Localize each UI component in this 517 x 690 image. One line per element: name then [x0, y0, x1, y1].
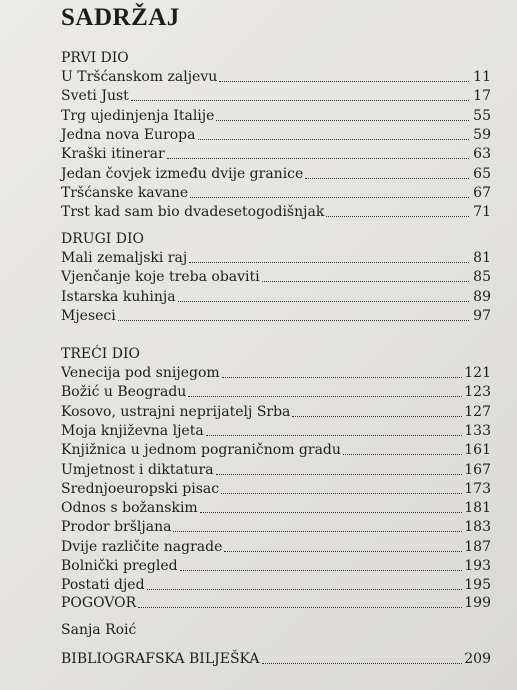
entry-page-number: 89: [473, 288, 491, 305]
toc-entry: [61, 383, 491, 401]
entry-page-number: 67: [473, 184, 491, 201]
dot-leader: [167, 158, 469, 159]
entry-title: Kosovo, ustrajni neprijatelj Srba: [61, 403, 291, 420]
dot-leader: [219, 81, 469, 82]
toc-entry: [61, 184, 491, 202]
entry-page-number: 181: [464, 500, 491, 517]
toc-entry: [61, 288, 491, 306]
entry-page-number: 11: [473, 69, 491, 85]
entry-title: BIBLIOGRAFSKA BILJEŠKA: [61, 651, 260, 667]
entry-title: Jedan čovjek između dvije granice: [61, 165, 304, 182]
entry-page-number: 209: [464, 651, 491, 667]
dot-leader: [224, 551, 462, 552]
entry-page-number: 123: [464, 384, 491, 401]
entry-page-number: 161: [464, 442, 491, 459]
toc-entry: [61, 87, 491, 105]
entry-title: Postati djed: [61, 577, 145, 594]
entry-page-number: 173: [464, 480, 491, 497]
dot-leader: [305, 178, 469, 179]
dot-leader: [138, 607, 462, 608]
entry-title: Trst kad sam bio dvadesetogodišnjak: [61, 204, 325, 221]
entry-page-number: 121: [464, 365, 491, 381]
entry-title: Odnos s božanskim: [61, 500, 198, 517]
entry-title: Umjetnost i diktatura: [61, 461, 214, 478]
entry-page-number: 59: [473, 126, 491, 143]
toc-entry: [61, 480, 491, 498]
entry-title: Kraški itinerar: [61, 146, 165, 163]
entry-title: Mjeseci: [61, 307, 116, 324]
section-heading-part-two: DRUGI DIO: [61, 231, 144, 247]
entry-page-number: 97: [473, 307, 491, 324]
entry-page-number: 85: [473, 269, 491, 286]
bibliography-entry: [61, 650, 491, 668]
afterword-entry: [61, 594, 491, 612]
entry-title: Istarska kuhinja: [61, 288, 176, 305]
dot-leader: [198, 139, 470, 140]
entry-page-number: 17: [473, 88, 491, 105]
entry-page-number: 81: [473, 250, 491, 266]
entry-title: Srednjoeuropski pisac: [61, 480, 220, 497]
entry-page-number: 71: [473, 204, 491, 221]
toc-entry: [61, 557, 491, 575]
toc-entry: [61, 249, 491, 267]
toc-entry: [61, 145, 491, 163]
dot-leader: [178, 301, 469, 302]
toc-entry: [61, 126, 491, 144]
entry-title: Jedna nova Europa: [61, 126, 196, 143]
page-title: SADRŽAJ: [61, 4, 180, 31]
dot-leader: [147, 589, 463, 590]
entry-page-number: 55: [473, 107, 491, 124]
toc-entry: [61, 268, 491, 286]
dot-leader: [216, 474, 463, 475]
entry-page-number: 195: [464, 577, 491, 594]
entry-title: Dvije različite nagrade: [61, 538, 223, 555]
dot-leader: [222, 377, 463, 378]
dot-leader: [180, 570, 463, 571]
dot-leader: [131, 100, 469, 101]
entry-title: Trg ujedinjenja Italije: [61, 107, 215, 124]
entry-title: Božić u Beogradu: [61, 384, 187, 401]
dot-leader: [188, 396, 462, 397]
toc-entry: [61, 576, 491, 594]
entry-page-number: 187: [464, 538, 491, 555]
dot-leader: [262, 663, 463, 664]
entry-title: U Tršćanskom zaljevu: [61, 69, 218, 85]
dot-leader: [343, 454, 462, 455]
toc-entry: [61, 499, 491, 517]
toc-entry: [61, 518, 491, 536]
toc-entry: [61, 107, 491, 125]
entry-page-number: 127: [464, 403, 491, 420]
entry-title: Mali zemaljski raj: [61, 250, 188, 266]
toc-entry: [61, 203, 491, 221]
entry-page-number: 133: [464, 422, 491, 439]
entry-page-number: 167: [464, 461, 491, 478]
toc-entry: [61, 441, 491, 459]
entry-page-number: 183: [464, 519, 491, 536]
dot-leader: [206, 435, 463, 436]
toc-entry: [61, 364, 491, 382]
toc-entry: [61, 422, 491, 440]
entry-title: Prodor bršljana: [61, 519, 172, 536]
section-heading-part-three: TREĆI DIO: [61, 346, 141, 362]
afterword-author: Sanja Roić: [61, 622, 137, 638]
entry-title: Moja književna ljeta: [61, 422, 204, 439]
entry-title: Venecija pod snijegom: [61, 365, 220, 381]
toc-entry: [61, 68, 491, 86]
entry-title: Sveti Just: [61, 88, 129, 105]
dot-leader: [190, 197, 469, 198]
entry-title: POGOVOR: [61, 595, 137, 611]
entry-page-number: 63: [473, 146, 491, 163]
toc-entry: [61, 307, 491, 325]
section-heading-part-one: PRVI DIO: [61, 50, 129, 66]
dot-leader: [262, 281, 469, 282]
entry-page-number: 193: [464, 558, 491, 574]
dot-leader: [118, 320, 469, 321]
toc-entry: [61, 403, 491, 421]
dot-leader: [216, 120, 469, 121]
entry-title: Vjenčanje koje treba obaviti: [61, 269, 260, 286]
entry-title: Bolnički pregled: [61, 558, 178, 574]
entry-title: Tršćanske kavane: [61, 184, 189, 201]
entry-page-number: 65: [473, 165, 491, 182]
toc-entry: [61, 538, 491, 556]
dot-leader: [326, 216, 469, 217]
dot-leader: [292, 416, 462, 417]
toc-entry: [61, 165, 491, 183]
dot-leader: [189, 262, 469, 263]
dot-leader: [200, 512, 463, 513]
entry-page-number: 199: [464, 595, 491, 611]
entry-title: Knjižnica u jednom pograničnom gradu: [61, 442, 341, 459]
dot-leader: [221, 493, 462, 494]
toc-entry: [61, 461, 491, 479]
dot-leader: [173, 531, 462, 532]
